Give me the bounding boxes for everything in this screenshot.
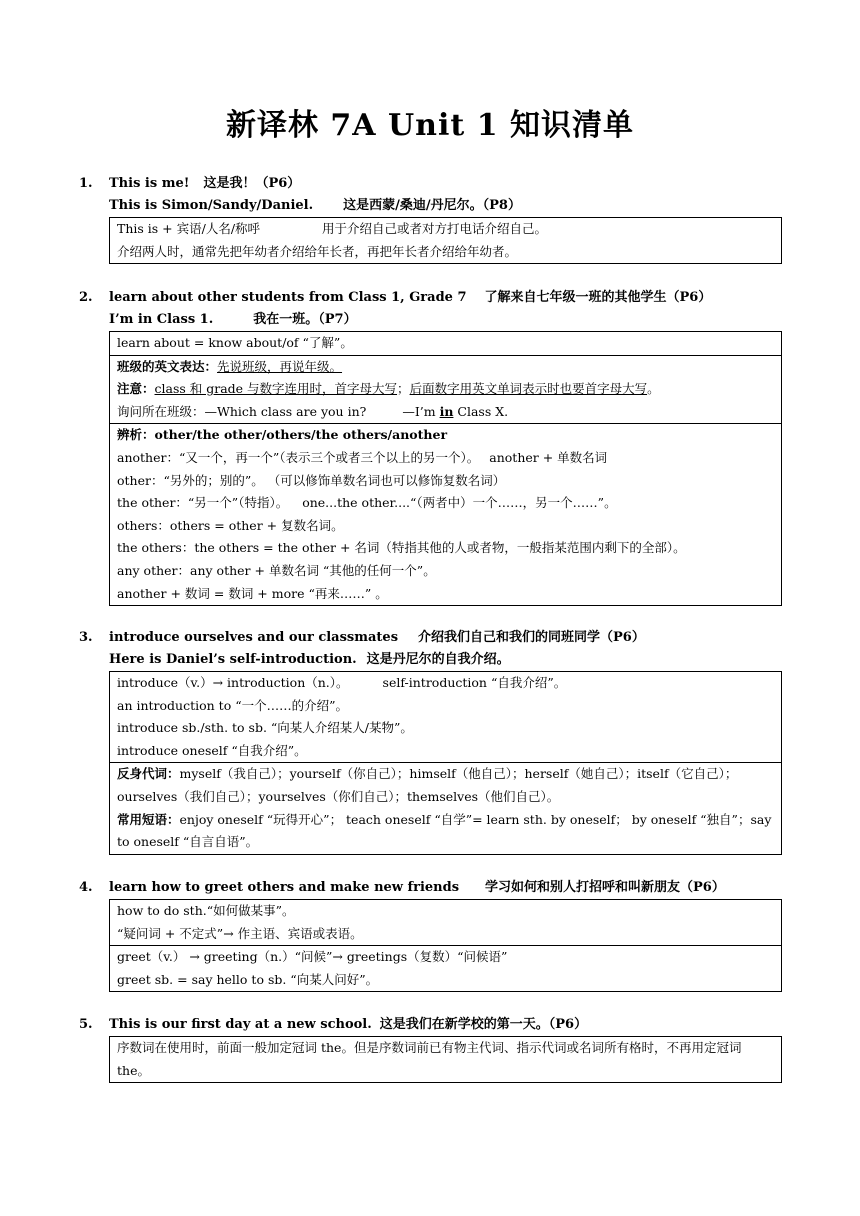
note-line: This is + 宾语/人名/称呼 用于介绍自己或者对方打电话介绍自己。	[117, 221, 548, 236]
page-title: 新译林 7A Unit 1 知识清单	[225, 108, 635, 143]
note-cell	[110, 1037, 781, 1082]
note-line: another + 数词 = 数词 + more “再来……” 。	[117, 585, 388, 601]
note-cell	[110, 423, 781, 605]
note-cell	[110, 355, 781, 424]
section-subheading: This is Simon/Sandy/Daniel. 这是西蒙/桑迪/丹尼尔。（P8）	[109, 198, 521, 213]
section-subheading: I’m in Class 1. 我在一班。（P7）	[109, 312, 357, 327]
section-heading: This is me! 这是我！（P6）	[109, 176, 301, 191]
section-number: 2.	[79, 290, 93, 305]
note-line: 班级的英文表达：先说班级，再说年级。	[117, 358, 343, 374]
note-line: other：“另外的；别的”。 （可以修饰单数名词也可以修饰复数名词）	[117, 472, 506, 488]
note-box	[109, 671, 782, 855]
note-line: 询问所在班级：—Which class are you in? —I’m in Class X.	[117, 403, 509, 419]
section-heading: learn about other students from Class 1, Grade 7 了解来自七年级一班的其他学生（P6）	[109, 290, 712, 305]
section-number: 5.	[79, 1017, 93, 1032]
note-line: learn about = know about/of “了解”。	[117, 335, 353, 350]
section-number: 1.	[79, 176, 93, 191]
note-line: greet（v.） → greeting（n.）“问候”→ greetings（复数）“问候语”	[117, 949, 508, 965]
section-number: 4.	[79, 880, 93, 895]
note-line: introduce sb./sth. to sb. “向某人介绍某人/某物”。	[117, 720, 413, 736]
section-heading: This is our first day at a new school. 这是我们在新学校的第一天。（P6）	[109, 1017, 588, 1032]
note-line: 注意：class 和 grade 与数字连用时，首字母大写；后面数字用英文单词表示时也要首字母大写。	[117, 381, 660, 397]
note-line: 常用短语：enjoy oneself “玩得开心”； teach oneself “自学”= learn sth. by oneself； by oneself “独自”；say to oneself “自言自语”。	[117, 811, 772, 850]
note-line: 介绍两人时，通常先把年幼者介绍给年长者，再把年长者介绍给年幼者。	[117, 243, 518, 259]
note-box	[109, 899, 782, 992]
note-box	[109, 217, 782, 264]
note-line: another：“又一个，再一个”（表示三个或者三个以上的另一个）。 another + 单数名词	[117, 449, 608, 465]
note-line: an introduction to “一个……的介绍”。	[117, 697, 348, 713]
note-line: the others：the others = the other + 名词（特指其他的人或者物，一般指某范围内剩下的全部）。	[117, 540, 686, 556]
note-cell	[110, 945, 781, 991]
section-subheading: Here is Daniel’s self-introduction. 这是丹尼尔的自我介绍。	[109, 652, 510, 667]
note-box	[109, 1036, 782, 1083]
note-line: any other：any other + 单数名词 “其他的任何一个”。	[117, 562, 436, 578]
note-box	[109, 331, 782, 606]
note-line: introduce oneself “自我介绍”。	[117, 742, 307, 758]
note-cell	[110, 900, 781, 945]
section-number: 3.	[79, 630, 93, 645]
section-heading: introduce ourselves and our classmates 介绍我们自己和我们的同班同学（P6）	[109, 630, 645, 645]
note-line: greet sb. = say hello to sb. “向某人问好”。	[117, 971, 379, 987]
note-line: the other：“另一个”（特指）。 one...the other....“（两者中）一个……，另一个……”。	[117, 495, 617, 511]
note-line: 序数词在使用时，前面一般加定冠词 the。但是序数词前已有物主代词、指示代词或名词所有格时，不再用定冠词 the。	[117, 1040, 742, 1078]
note-cell	[110, 672, 781, 762]
note-line: “疑问词 + 不定式”→ 作主语、宾语或表语。	[117, 925, 363, 941]
note-line: how to do sth.“如何做某事”。	[117, 903, 295, 918]
note-line: introduce（v.）→ introduction（n.）。 self-introduction “自我介绍”。	[117, 675, 567, 690]
note-line: 辨析：other/the other/others/the others/another	[117, 427, 448, 443]
note-cell	[110, 762, 781, 853]
note-cell	[110, 218, 781, 263]
note-line: others：others = other + 复数名词。	[117, 517, 344, 533]
note-cell	[110, 332, 781, 355]
note-line: 反身代词：myself（我自己）；yourself（你自己）；himself（他自己）；herself（她自己）；itself（它自己）；ourselves（我们自己）；yourselves（你们自己）；themselves（他们自己）。	[117, 766, 738, 804]
section-heading: learn how to greet others and make new friends 学习如何和别人打招呼和叫新朋友（P6）	[109, 880, 725, 895]
